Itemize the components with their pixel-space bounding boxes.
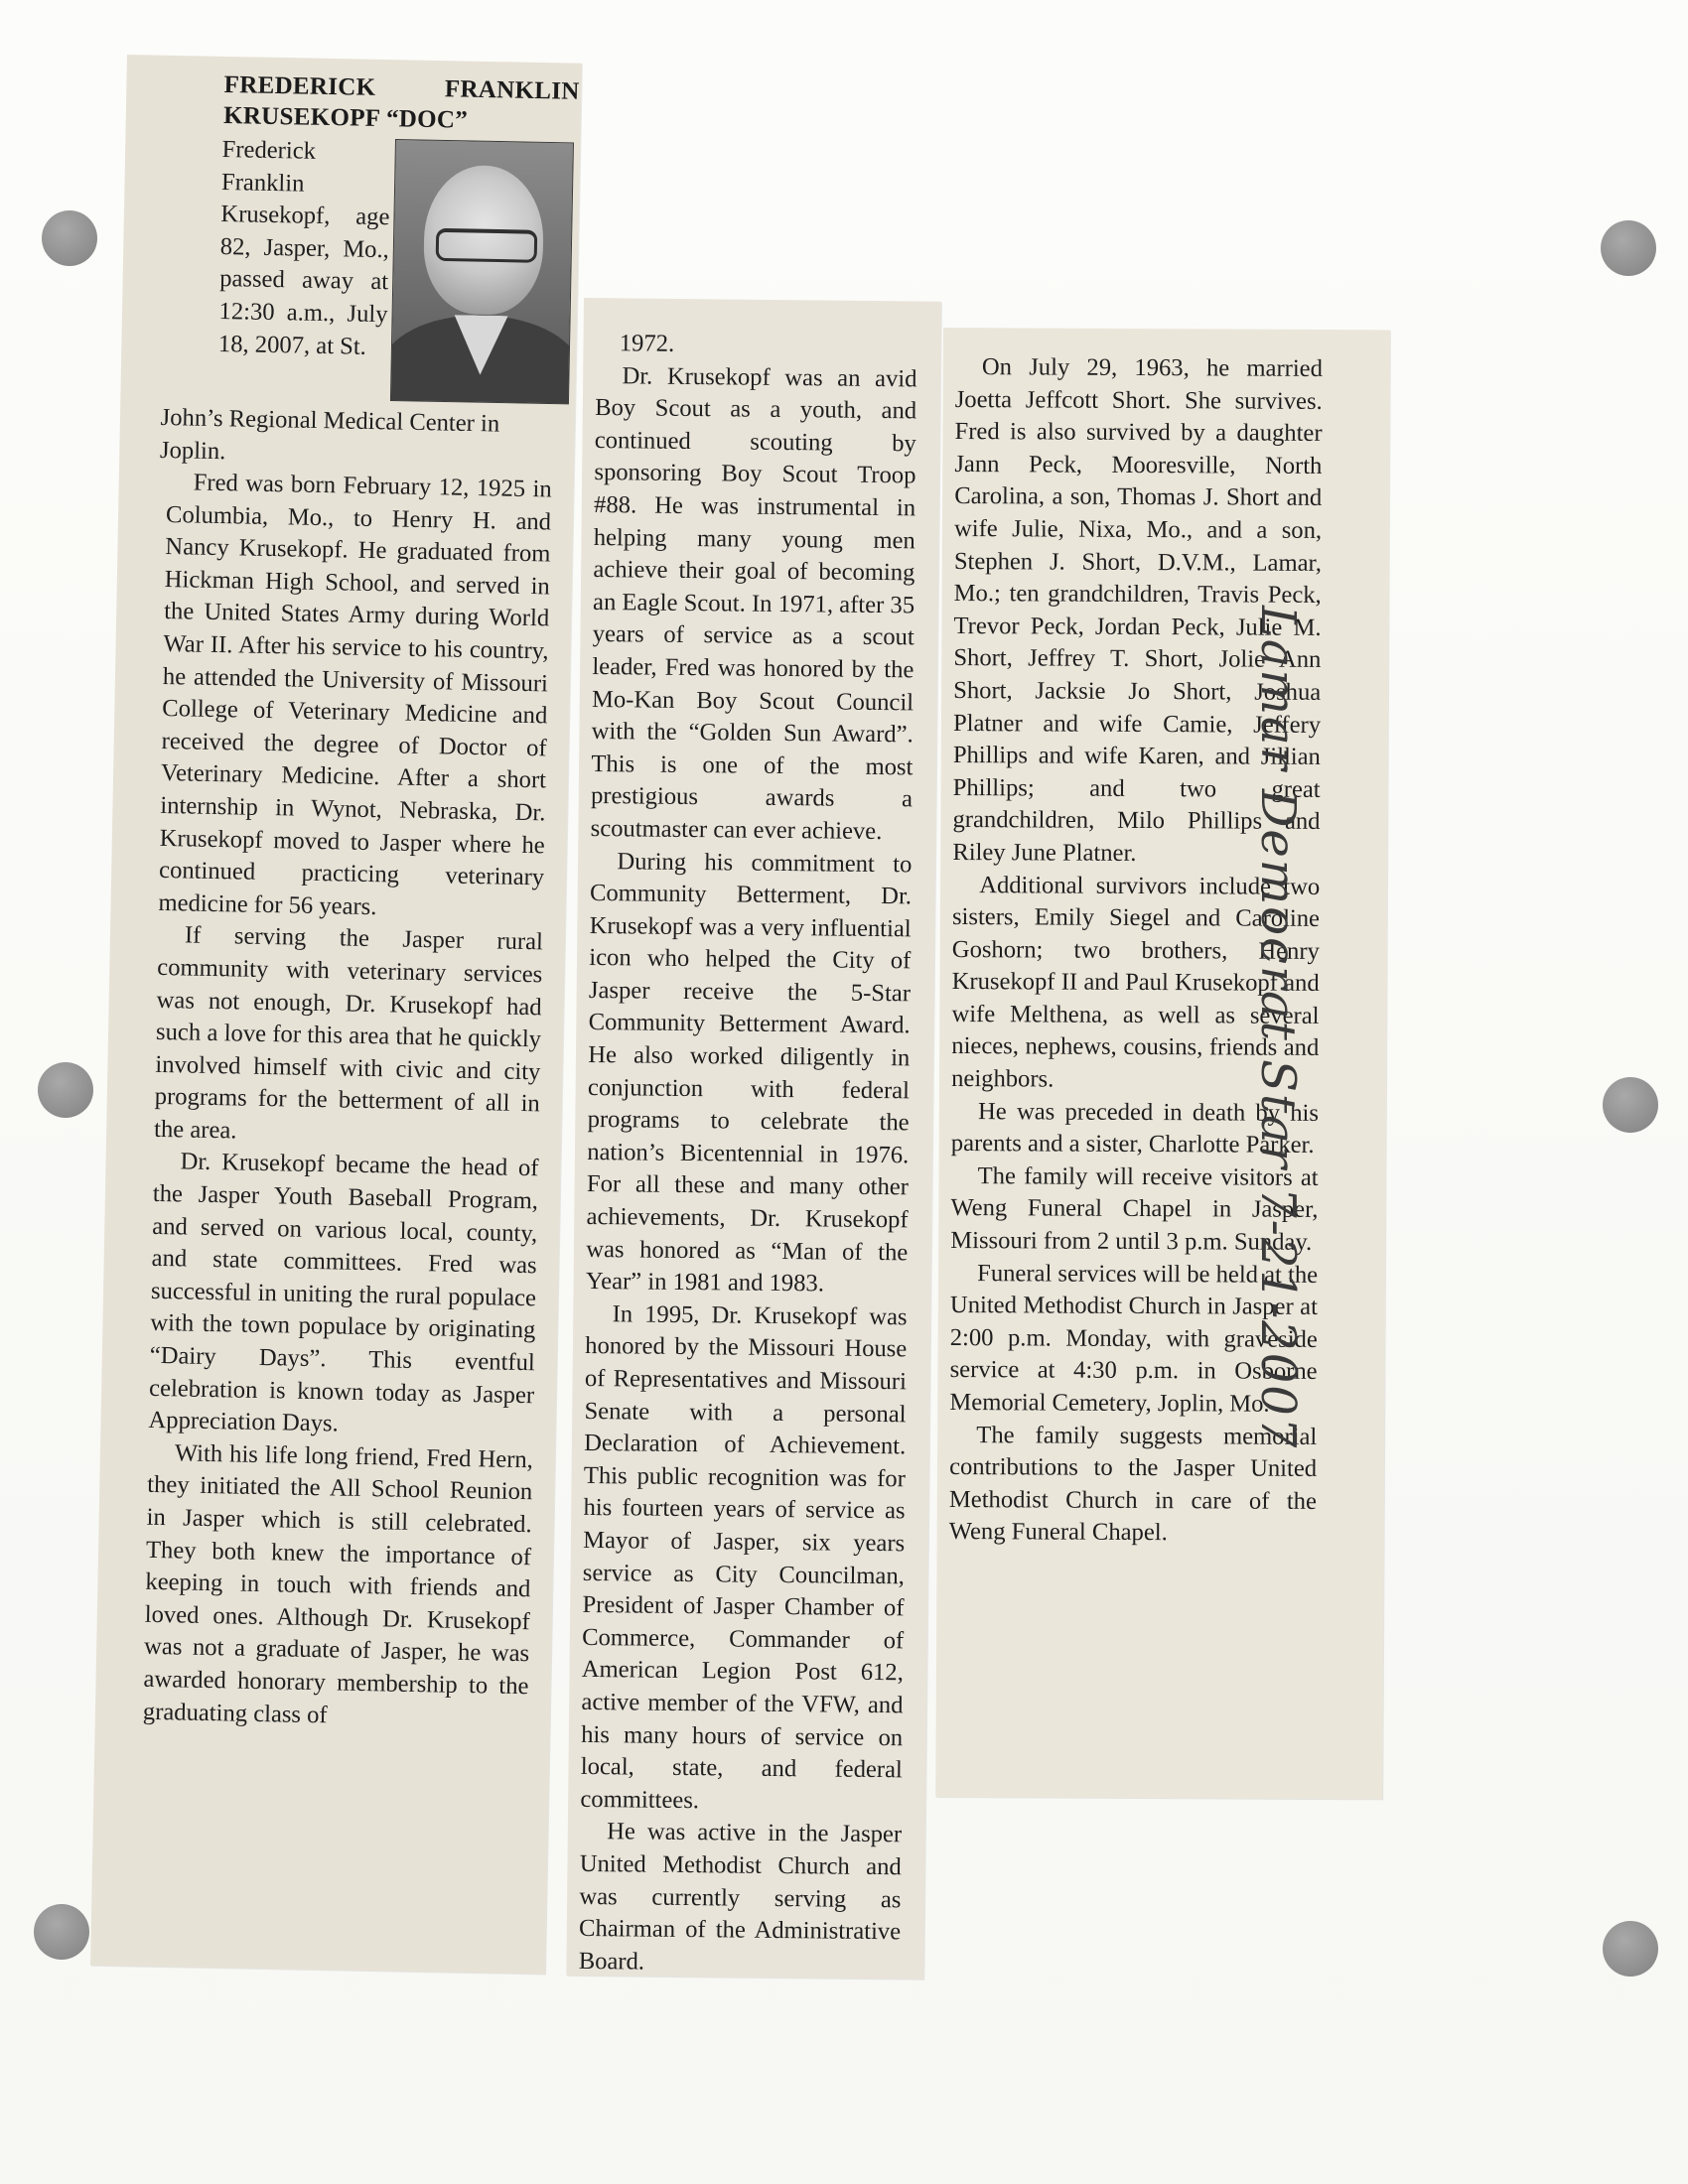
obituary-intro: Frederick Franklin Krusekopf, age 82, Jasper, Mo., passed away at 12:30 a.m., July 18, 2007, at St. xyxy=(217,135,390,360)
obituary-column-2 xyxy=(579,328,917,1981)
column-1-paragraph: Fred was born February 12, 1925 in Columbia, Mo., to Henry H. and Nancy Krusekopf. He graduated from Hickman High School, and served in the United States Army during World War II. After his service to his country, he attended the University of Missouri College of Veterinary Medicine and received the degree of Doctor of Veterinary Medicine. After a short internship in Wynot, Nebraska, Dr. Krusekopf moved to Jasper where he continued practicing veterinary medicine for 56 years. xyxy=(158,469,552,920)
portrait-photo xyxy=(390,139,574,404)
headline-middle-name: FRANKLIN xyxy=(444,75,580,105)
column-1-paragraph: With his life long friend, Fred Hern, they initiated the All School Reunion in Jasper which is still celebrated. They both knew the importance of keeping in touch with friends and loved ones. Although Dr. Krusekopf was not a graduate of Jasper, he was awarded honorary membership to the graduating class of xyxy=(142,1439,534,1728)
obituary-headline xyxy=(223,69,580,138)
column-2-paragraph: In 1995, Dr. Krusekopf was honored by the Missouri House of Representatives and Missouri Senate with a personal Declaration of Achievement. This public recognition was for his fourteen years of service as Mayor of Jasper, six years service as City Councilman, President of Jasper Chamber of Commerce, Commander of American Legion Post 612, active member of the VFW, and his many hours of service on local, state, and federal committees. xyxy=(580,1300,908,1814)
binder-hole-bottom-left xyxy=(34,1904,89,1960)
binder-hole-top-right xyxy=(1601,220,1656,276)
column-3-paragraph: Additional survivors include two sisters, Emily Siegel and Caroline Goshorn; two brothers, Henry Krusekopf II and Paul Krusekopf and wife Melthena, as well as several nieces, nephews, cousins, friends and neighbors. xyxy=(951,871,1321,1093)
column-2-paragraph: During his commitment to Community Betterment, Dr. Krusekopf was a very influential icon who helped the City of Jasper receive the 5-Star Community Betterment Award. He also worked diligently in conjunction with federal programs to celebrate the nation’s Bicentennial in 1976. For all these and many other achievements, Dr. Krusekopf was honored as “Man of the Year” in 1981 and 1983. xyxy=(585,847,913,1297)
binder-hole-middle-right xyxy=(1603,1077,1658,1133)
obituary-intro-continued: John’s Regional Medical Center in Joplin. xyxy=(159,403,500,465)
binder-hole-top-left xyxy=(42,210,97,266)
column-3-paragraph: The family suggests memorial contributions to the Jasper United Methodist Church in care of the Weng Funeral Chapel. xyxy=(948,1421,1318,1547)
column-1-paragraph: If serving the Jasper rural community with veterinary services was not enough, Dr. Krusekopf had such a love for this area that he quickly involved himself with civic and city programs for the betterment of all in the area. xyxy=(153,921,544,1145)
headline-surname: KRUSEKOPF “DOC” xyxy=(222,101,469,134)
photo-glasses xyxy=(436,228,538,263)
headline-first-name: FREDERICK xyxy=(223,70,376,101)
column-3-paragraph: On July 29, 1963, he married Joetta Jeffcott Short. She survives. Fred is also survived by a daughter Jann Peck, Mooresville, North Carolina, a son, Thomas J. Short and wife Julie, Nixa, Mo., and a son, Stephen J. Short, D.V.M., Lamar, Mo.; ten grandchildren, Travis Peck, Trevor Peck, Jordan Peck, Julie M. Short, Jeffrey T. Short, Jolie Ann Short, Jacksie Jo Short, Joshua Platner and wife Camie, Jeffery Phillips and wife Karen, and Jillian Phillips; and two great grandchildren, Milo Phillips and Riley June Platner. xyxy=(952,353,1323,867)
binder-hole-middle-left xyxy=(38,1062,93,1118)
column-1-paragraph: Dr. Krusekopf became the head of the Jasper Youth Baseball Program, and served on various local, county, and state committees. Fred was successful in uniting the rural populace with the town populace by originating “Dairy Days”. This eventful celebration is known today as Jasper Appreciation Days. xyxy=(148,1148,539,1437)
column-3-paragraph: He was preceded in death by his parents and a sister, Charlotte Parker. xyxy=(950,1097,1320,1160)
column-2-paragraph: Dr. Krusekopf was an avid Boy Scout as a youth, and continued scouting by sponsoring Boy Scout Troop #88. He was instrumental in helping many young men achieve their goal of becoming an Eagle Scout. In 1971, after 35 years of service as a scout leader, Fred was honored by the Mo-Kan Boy Scout Council with the “Golden Sun Award”. This is one of the most prestigious awards a scoutmaster can ever achieve. xyxy=(590,361,917,845)
handwritten-source-note: Lamar Democrat Star 7-21-2007 xyxy=(1250,606,1306,1450)
column-2-paragraph: He was active in the Jasper United Methodist Church and was currently serving as Chairman of the Administrative Board. xyxy=(578,1818,903,1976)
obituary-column-1 xyxy=(143,467,552,1735)
binder-hole-bottom-right xyxy=(1603,1921,1658,1977)
column-2-lead: 1972. xyxy=(619,330,675,357)
column-3-paragraph: Funeral services will be held at the United Methodist Church in Jasper at 2:00 p.m. Monday, with graveside service at 4:30 p.m. in Osborne Memorial Cemetery, Joplin, Mo. xyxy=(949,1259,1319,1418)
column-3-paragraph: The family will receive visitors at Weng Funeral Chapel in Jasper, Missouri from 2 until 3 p.m. Sunday. xyxy=(950,1161,1319,1256)
